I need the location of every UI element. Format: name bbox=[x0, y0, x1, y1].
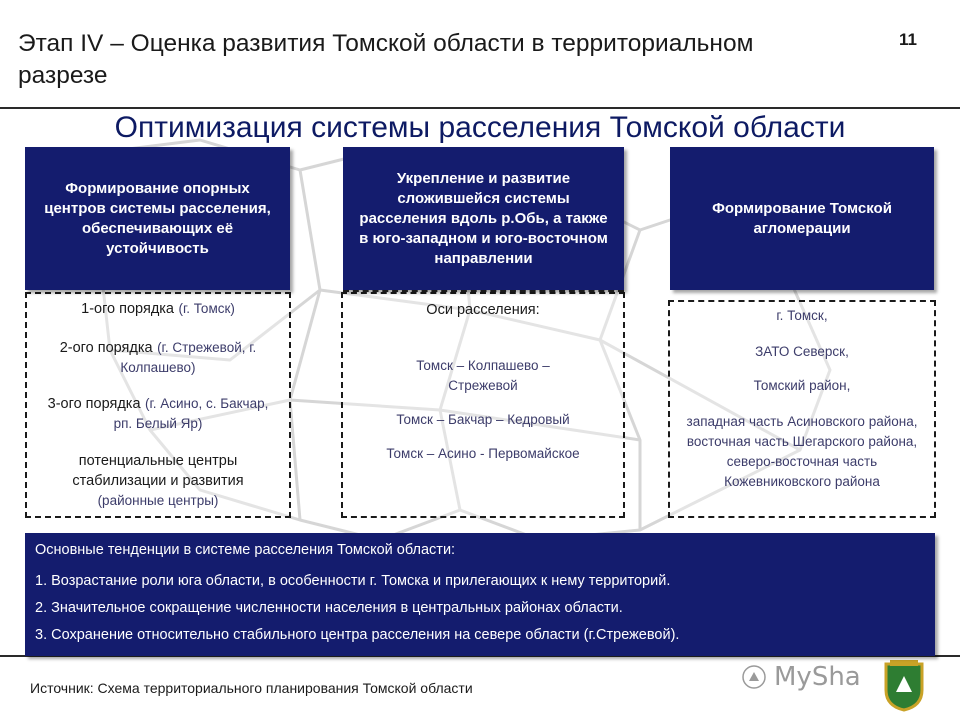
axes-title: Оси расселения: bbox=[426, 302, 540, 318]
source-note: Источник: Схема территориального планирования Томской области bbox=[30, 680, 473, 696]
agglomeration-item: Томский район, bbox=[753, 378, 851, 393]
column-1-item bbox=[27, 300, 289, 318]
axis-item: Томск – Бакчар – Кедровый bbox=[396, 412, 570, 427]
column-2-dashed-line bbox=[343, 290, 624, 292]
column-2-body bbox=[341, 292, 625, 518]
agglomeration-item: западная часть Асиновского района, восточная часть Шегарского района, северо-восточная часть Кожевниковского района bbox=[686, 414, 918, 489]
column-1-heading-text: Формирование опорных центров системы расселения, обеспечивающих её устойчивость bbox=[44, 179, 271, 257]
trends-title: Основные тенденции в системе расселения Томской области: bbox=[35, 542, 456, 558]
share-icon bbox=[742, 665, 766, 689]
axis-item: Томск – Асино - Первомайское bbox=[386, 446, 580, 461]
column-1-item bbox=[27, 451, 289, 511]
item-main: 2-ого порядка bbox=[59, 340, 153, 356]
slide-number: 11 bbox=[899, 30, 917, 49]
trend-item: 3. Сохранение относительно стабильного центра расселения на севере области (г.Стрежевой). bbox=[35, 627, 680, 643]
slide-title: Этап IV – Оценка развития Томской области в территориальном разрезе bbox=[18, 30, 754, 89]
item-note: (г. Асино, с. Бакчар, рп. Белый Яр) bbox=[113, 396, 269, 431]
watermark bbox=[742, 662, 882, 692]
column-1-item bbox=[27, 338, 289, 378]
coat-of-arms-icon bbox=[882, 660, 926, 712]
item-note: (г. Томск) bbox=[178, 301, 235, 316]
axis-item: Томск – Колпашево – Стрежевой bbox=[416, 358, 550, 393]
trends-box bbox=[25, 533, 935, 656]
column-3-heading bbox=[670, 147, 934, 290]
trend-item: 1. Возрастание роли юга области, в особенности г. Томска и прилегающих к нему территорий. bbox=[35, 573, 671, 589]
item-note: (г. Стрежевой, г. Колпашево) bbox=[120, 340, 257, 375]
item-note: (районные центры) bbox=[97, 493, 219, 508]
item-main: 3-ого порядка bbox=[47, 396, 141, 412]
agglomeration-item: ЗАТО Северск, bbox=[755, 344, 849, 359]
column-1-body bbox=[25, 292, 291, 518]
column-2-heading bbox=[343, 147, 624, 290]
watermark-text: MySha bbox=[774, 662, 861, 692]
column-2-heading-text: Укрепление и развитие сложившейся системы расселения вдоль р.Обь, а также в юго-западном и юго-восточном направлении bbox=[359, 169, 608, 267]
slide-subtitle: Оптимизация системы расселения Томской области bbox=[114, 111, 846, 144]
trend-item: 2. Значительное сокращение численности населения в центральных районах области. bbox=[35, 600, 623, 616]
item-main: 1-ого порядка bbox=[81, 301, 175, 317]
column-3-heading-text: Формирование Томской агломерации bbox=[712, 199, 892, 237]
column-1-heading bbox=[25, 147, 290, 290]
column-1-item bbox=[27, 394, 289, 434]
agglomeration-item: г. Томск, bbox=[776, 308, 828, 323]
top-divider bbox=[0, 107, 960, 109]
column-3-body bbox=[668, 300, 936, 518]
item-main: потенциальные центры стабилизации и развития bbox=[72, 453, 244, 489]
